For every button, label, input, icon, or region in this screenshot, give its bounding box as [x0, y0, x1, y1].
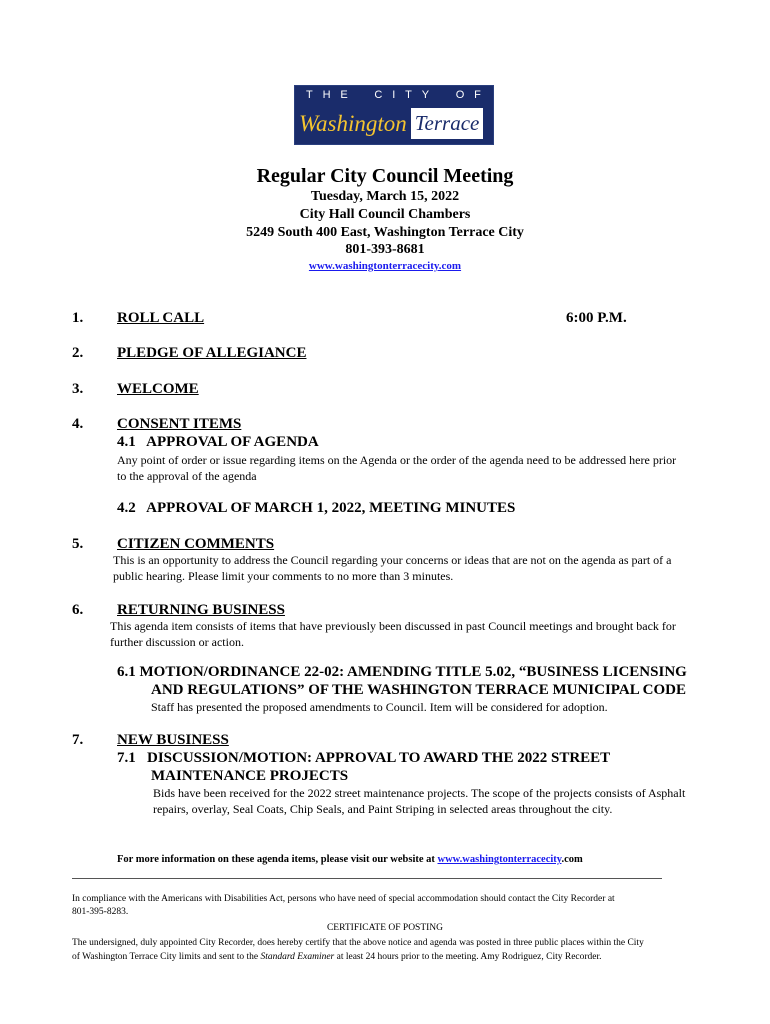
ada-notice-phone: 801-395-8283.: [72, 907, 129, 917]
logo-letter: H: [322, 88, 332, 101]
subitem-description: Staff has presented the proposed amendments to Council. Item will be considered for adoption.: [151, 700, 608, 714]
item-description: public hearing. Please limit your comments to no more than 3 minutes.: [113, 569, 454, 583]
logo-word-washington: Washington: [299, 110, 407, 136]
subitem-description: to the approval of the agenda: [117, 469, 257, 483]
meeting-place: City Hall Council Chambers: [299, 207, 471, 222]
item-number: 5.: [72, 536, 84, 552]
logo-letter: Y: [421, 88, 431, 101]
logo-letter: E: [340, 88, 349, 101]
more-info-suffix: .com: [561, 854, 583, 865]
subitem-description: repairs, overlay, Seal Coats, Chip Seals, and Paint Striping in selected areas throughout the city.: [153, 802, 613, 816]
subitem-description: Any point of order or issue regarding items on the Agenda or the order of the agenda need to be addressed here prior: [117, 453, 677, 467]
item-description: This is an opportunity to address the Council regarding your concerns or ideas that are not on the agenda as part of a: [113, 553, 672, 567]
item-description: This agenda item consists of items that have previously been discussed in past Council meetings and brought back for: [110, 619, 676, 633]
logo-letter: C: [374, 88, 384, 101]
subitem-ordinance: 6.1 MOTION/ORDINANCE 22-02: AMENDING TITLE 5.02, “BUSINESS LICENSING: [117, 664, 687, 680]
logo-letter: I: [392, 88, 397, 101]
ada-notice: In compliance with the Americans with Disabilities Act, persons who have need of special accommodation should contact the City Recorder at: [72, 894, 615, 904]
footer-divider: [72, 878, 662, 879]
logo-letter: T: [306, 88, 314, 101]
subitem-ordinance: AND REGULATIONS” OF THE WASHINGTON TERRACE MUNICIPAL CODE: [151, 682, 686, 698]
logo-top-band: [295, 86, 493, 103]
logo-letter: O: [455, 88, 466, 101]
item-description: further discussion or action.: [110, 635, 244, 649]
logo-letter: F: [474, 88, 482, 101]
item-number: 1.: [72, 310, 84, 326]
more-info-line: [117, 854, 583, 865]
website-link[interactable]: www.washingtonterracecity.com: [308, 260, 462, 272]
more-info-link[interactable]: www.washingtonterracecity: [437, 854, 562, 865]
item-number: 7.: [72, 732, 84, 748]
certificate-text-part: at least 24 hours prior to the meeting. Amy Rodriguez, City Recorder.: [334, 952, 602, 962]
certificate-text: The undersigned, duly appointed City Recorder, does hereby certify that the above notice and agenda was posted in three public places within the City: [72, 938, 644, 948]
certificate-newspaper: Standard Examiner: [260, 952, 335, 962]
subitem-description: Bids have been received for the 2022 street maintenance projects. The scope of the projects consists of Asphalt: [153, 786, 686, 800]
meeting-address: 5249 South 400 East, Washington Terrace City: [246, 225, 524, 240]
item-title-pledge: PLEDGE OF ALLEGIANCE: [117, 345, 307, 361]
item-title-citizen-comments: CITIZEN COMMENTS: [117, 536, 275, 552]
certificate-title: CERTIFICATE OF POSTING: [326, 923, 444, 933]
item-title-roll-call: ROLL CALL: [117, 310, 205, 326]
city-logo: [294, 85, 494, 145]
item-number: 3.: [72, 381, 84, 397]
item-number: 2.: [72, 345, 84, 361]
meeting-phone: 801-393-8681: [345, 242, 425, 257]
more-info-text: For more information on these agenda items, please visit our website at: [117, 854, 438, 865]
subitem-street-projects: 7.1 DISCUSSION/MOTION: APPROVAL TO AWARD THE 2022 STREET: [117, 750, 611, 766]
item-title-new-business: NEW BUSINESS: [117, 732, 229, 748]
page-title: Regular City Council Meeting: [256, 165, 514, 187]
item-title-consent: CONSENT ITEMS: [117, 416, 242, 432]
item-title-returning-business: RETURNING BUSINESS: [117, 602, 285, 618]
certificate-text-line2: [72, 951, 602, 964]
item-number: 4.: [72, 416, 84, 432]
subitem-street-projects: MAINTENANCE PROJECTS: [151, 768, 349, 784]
certificate-text-part: of Washington Terrace City limits and sent to the: [72, 952, 261, 962]
logo-letter: T: [405, 88, 413, 101]
subitem-approval-agenda: 4.1 APPROVAL OF AGENDA: [117, 434, 319, 450]
roll-call-time: 6:00 P.M.: [566, 310, 627, 326]
item-number: 6.: [72, 602, 84, 618]
item-title-welcome: WELCOME: [117, 381, 199, 397]
logo-word-terrace: Terrace: [411, 108, 484, 139]
logo-bottom-band: [295, 103, 493, 144]
meeting-date: Tuesday, March 15, 2022: [310, 189, 460, 204]
subitem-approval-minutes: 4.2 APPROVAL OF MARCH 1, 2022, MEETING MINUTES: [117, 500, 516, 516]
